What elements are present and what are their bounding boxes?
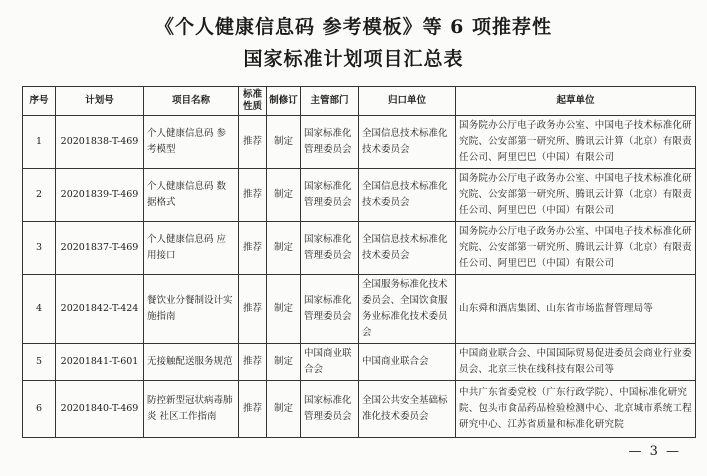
cell-no: 4 [23,275,56,344]
cell-nature: 推荐 [239,116,267,169]
cell-revision: 制定 [267,116,301,169]
header-plan: 计划号 [56,87,144,116]
cell-drafters: 国务院办公厅电子政务办公室、中国电子技术标准化研究院、公安部第一研究所、腾讯云计算（北京）有限责任公司、阿里巴巴（中国）有限公司 [456,222,696,275]
table-row [23,169,696,222]
cell-revision: 制定 [267,344,301,381]
cell-unit: 全国信息技术标准化技术委员会 [359,169,456,222]
cell-drafters: 国务院办公厅电子政务办公室、中国电子技术标准化研究院、公安部第一研究所、腾讯云计算（北京）有限责任公司、阿里巴巴（中国）有限公司 [456,169,696,222]
cell-plan: 20201838-T-469 [56,116,144,169]
header-drafters: 起草单位 [456,87,696,116]
cell-name: 个人健康信息码 数据格式 [144,169,239,222]
table-header-row [23,87,696,116]
cell-dept: 国家标准化管理委员会 [301,222,359,275]
cell-drafters: 中国商业联合会、中国国际贸易促进委员会商业行业委员会、北京三快在线科技有限公司等 [456,344,696,381]
cell-unit: 全国公共安全基础标准化技术委员会 [359,381,456,438]
title-line-2: 国家标准计划项目汇总表 [243,48,464,70]
header-no: 序号 [23,87,56,116]
cell-revision: 制定 [267,275,301,344]
cell-plan: 20201839-T-469 [56,169,144,222]
cell-name: 无接触配送服务规范 [144,344,239,381]
cell-unit: 全国服务标准化技术委员会、全国饮食服务业标准化技术委员会 [359,275,456,344]
cell-unit: 全国信息技术标准化技术委员会 [359,222,456,275]
table-row [23,344,696,381]
header-dept: 主管部门 [301,87,359,116]
cell-nature: 推荐 [239,344,267,381]
table-row [23,222,696,275]
cell-no: 3 [23,222,56,275]
cell-unit: 全国信息技术标准化技术委员会 [359,116,456,169]
title-line-1: 《个人健康信息码 参考模板》等 6 项推荐性 [154,16,553,38]
cell-dept: 中国商业联合会 [301,344,359,381]
cell-nature: 推荐 [239,275,267,344]
cell-plan: 20201837-T-469 [56,222,144,275]
cell-plan: 20201842-T-424 [56,275,144,344]
cell-dept: 国家标准化管理委员会 [301,381,359,438]
cell-revision: 制定 [267,222,301,275]
header-revision: 制修订 [267,87,301,116]
cell-no: 6 [23,381,56,438]
cell-name: 个人健康信息码 参考模型 [144,116,239,169]
cell-name: 个人健康信息码 应用接口 [144,222,239,275]
header-name: 项目名称 [144,87,239,116]
cell-drafters: 山东舜和酒店集团、山东省市场监督管理局等 [456,275,696,344]
cell-plan: 20201840-T-469 [56,381,144,438]
header-unit: 归口单位 [359,87,456,116]
cell-name: 餐饮业分餐制设计实施指南 [144,275,239,344]
standards-table [22,86,696,438]
cell-name: 防控新型冠状病毒肺炎 社区工作指南 [144,381,239,438]
cell-plan: 20201841-T-601 [56,344,144,381]
cell-nature: 推荐 [239,381,267,438]
cell-dept: 国家标准化管理委员会 [301,169,359,222]
table-row [23,116,696,169]
cell-no: 2 [23,169,56,222]
cell-revision: 制定 [267,169,301,222]
cell-dept: 国家标准化管理委员会 [301,116,359,169]
cell-no: 1 [23,116,56,169]
cell-drafters: 中共广东省委党校（广东行政学院）、中国标准化研究院、包头市食品药品检验检测中心、北京城市系统工程研究中心、江苏省质量和标准化研究院 [456,381,696,438]
cell-nature: 推荐 [239,222,267,275]
page-number: — 3 — [628,444,681,459]
cell-drafters: 国务院办公厅电子政务办公室、中国电子技术标准化研究院、公安部第一研究所、腾讯云计算（北京）有限责任公司、阿里巴巴（中国）有限公司 [456,116,696,169]
cell-no: 5 [23,344,56,381]
cell-revision: 制定 [267,381,301,438]
table-row [23,381,696,438]
cell-dept: 国家标准化管理委员会 [301,275,359,344]
table-row [23,275,696,344]
header-nature: 标准性质 [239,87,267,116]
cell-nature: 推荐 [239,169,267,222]
cell-unit: 中国商业联合会 [359,344,456,381]
